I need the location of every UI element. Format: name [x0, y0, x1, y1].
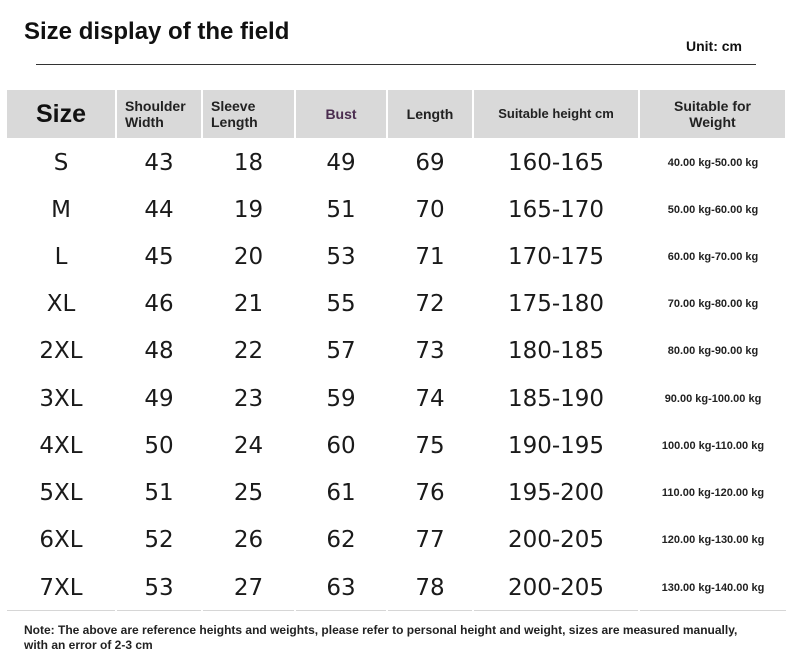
title-divider [36, 64, 756, 65]
cell-shoulder: 51 [116, 469, 202, 516]
cell-sleeve: 21 [202, 281, 295, 328]
header-suitable-weight [639, 89, 786, 139]
footnote: Note: The above are reference heights and weights, please refer to personal height and weight, sizes are measured manually, with an error of 2-3 cm [24, 623, 738, 652]
header-shoulder-line-2: Width [125, 114, 164, 130]
cell-shoulder: 45 [116, 233, 202, 280]
cell-shoulder: 48 [116, 328, 202, 375]
cell-height: 180-185 [473, 328, 639, 375]
cell-weight: 130.00 kg-140.00 kg [639, 564, 786, 611]
header-size: Size [6, 89, 116, 139]
cell-weight: 110.00 kg-120.00 kg [639, 469, 786, 516]
cell-height: 170-175 [473, 233, 639, 280]
cell-bust: 57 [295, 328, 387, 375]
table-row [6, 375, 786, 422]
cell-shoulder: 43 [116, 139, 202, 186]
cell-bust: 62 [295, 517, 387, 564]
cell-sleeve: 27 [202, 564, 295, 611]
header-bust: Bust [295, 89, 387, 139]
header-sleeve-length [202, 89, 295, 139]
cell-bust: 53 [295, 233, 387, 280]
table-header-row [6, 89, 786, 139]
header-sleeve-line-2: Length [211, 114, 258, 130]
cell-size: L [6, 233, 116, 280]
cell-weight: 100.00 kg-110.00 kg [639, 422, 786, 469]
cell-sleeve: 25 [202, 469, 295, 516]
cell-length: 78 [387, 564, 473, 611]
header-shoulder-width [116, 89, 202, 139]
table-row [6, 564, 786, 611]
cell-size: 7XL [6, 564, 116, 611]
cell-sleeve: 22 [202, 328, 295, 375]
header-weight-line-1: Suitable for [673, 98, 751, 114]
cell-length: 72 [387, 281, 473, 328]
cell-bust: 51 [295, 186, 387, 233]
cell-size: S [6, 139, 116, 186]
cell-length: 77 [387, 517, 473, 564]
cell-size: 4XL [6, 422, 116, 469]
cell-size: 6XL [6, 517, 116, 564]
table-row [6, 469, 786, 516]
header-weight-line-2: Weight [689, 114, 736, 130]
cell-weight: 80.00 kg-90.00 kg [639, 328, 786, 375]
cell-shoulder: 44 [116, 186, 202, 233]
unit-label: Unit: cm [686, 38, 742, 54]
cell-height: 165-170 [473, 186, 639, 233]
cell-weight: 70.00 kg-80.00 kg [639, 281, 786, 328]
header-shoulder-line-1: Shoulder [125, 98, 186, 114]
cell-sleeve: 19 [202, 186, 295, 233]
cell-height: 160-165 [473, 139, 639, 186]
cell-length: 75 [387, 422, 473, 469]
size-table-body [6, 139, 786, 611]
cell-height: 185-190 [473, 375, 639, 422]
cell-bust: 60 [295, 422, 387, 469]
cell-size: 3XL [6, 375, 116, 422]
cell-sleeve: 26 [202, 517, 295, 564]
header-suitable-height: Suitable height cm [473, 89, 639, 139]
cell-height: 195-200 [473, 469, 639, 516]
cell-weight: 40.00 kg-50.00 kg [639, 139, 786, 186]
cell-bust: 59 [295, 375, 387, 422]
cell-bust: 55 [295, 281, 387, 328]
cell-sleeve: 23 [202, 375, 295, 422]
cell-bust: 61 [295, 469, 387, 516]
cell-size: M [6, 186, 116, 233]
cell-size: 5XL [6, 469, 116, 516]
cell-height: 200-205 [473, 564, 639, 611]
table-row [6, 422, 786, 469]
table-row [6, 328, 786, 375]
cell-weight: 50.00 kg-60.00 kg [639, 186, 786, 233]
cell-bust: 63 [295, 564, 387, 611]
cell-length: 76 [387, 469, 473, 516]
cell-shoulder: 46 [116, 281, 202, 328]
table-row [6, 281, 786, 328]
cell-size: XL [6, 281, 116, 328]
table-row [6, 139, 786, 186]
table-row [6, 233, 786, 280]
cell-length: 71 [387, 233, 473, 280]
cell-weight: 90.00 kg-100.00 kg [639, 375, 786, 422]
cell-weight: 60.00 kg-70.00 kg [639, 233, 786, 280]
cell-weight: 120.00 kg-130.00 kg [639, 517, 786, 564]
cell-sleeve: 20 [202, 233, 295, 280]
cell-shoulder: 52 [116, 517, 202, 564]
cell-sleeve: 18 [202, 139, 295, 186]
cell-length: 69 [387, 139, 473, 186]
size-chart-table [5, 88, 787, 611]
cell-length: 74 [387, 375, 473, 422]
header-length: Length [387, 89, 473, 139]
cell-height: 200-205 [473, 517, 639, 564]
cell-length: 70 [387, 186, 473, 233]
cell-shoulder: 49 [116, 375, 202, 422]
cell-shoulder: 50 [116, 422, 202, 469]
cell-length: 73 [387, 328, 473, 375]
table-row [6, 186, 786, 233]
cell-height: 190-195 [473, 422, 639, 469]
header-sleeve-line-1: Sleeve [211, 98, 256, 114]
page-title: Size display of the field [24, 18, 290, 45]
cell-height: 175-180 [473, 281, 639, 328]
table-row [6, 517, 786, 564]
cell-bust: 49 [295, 139, 387, 186]
cell-size: 2XL [6, 328, 116, 375]
cell-sleeve: 24 [202, 422, 295, 469]
cell-shoulder: 53 [116, 564, 202, 611]
